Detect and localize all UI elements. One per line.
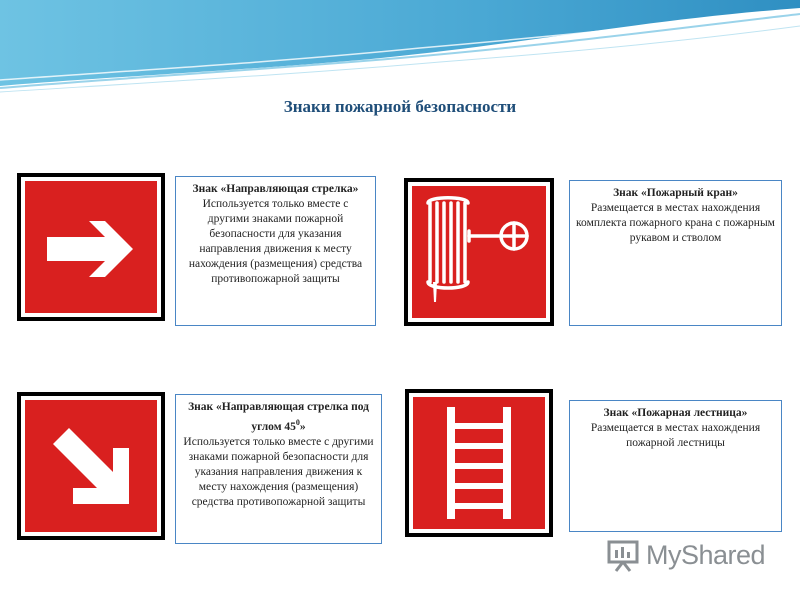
arrow-right-sign	[17, 173, 165, 321]
sign-body: Размещается в местах нахождения комплекта пожарного крана с пожарным рукавом и стволом	[576, 202, 775, 244]
sign-body: Используется только вместе с другими знаками пожарной безопасности для указания направления движения к месту нахождения (размещения) средства противопожарной защиты	[183, 435, 374, 508]
arrow-down-right-icon	[17, 392, 165, 540]
ladder-sign	[405, 389, 553, 537]
sign-heading: Знак «Пожарная лестница»	[603, 407, 748, 419]
sign-description-arrow-diagonal	[175, 394, 382, 544]
sign-description-ladder	[569, 400, 782, 532]
sign-heading: Знак «Направляющая стрелка»	[192, 183, 359, 195]
sign-heading: Знак «Направляющая стрелка под углом $45^0$»	[188, 401, 369, 433]
fire-hose-sign	[404, 178, 554, 326]
arrow-diagonal-sign	[17, 392, 165, 540]
sign-body: Используется только вместе с другими знаками пожарной безопасности для указания направления движения к месту нахождения (размещения) средства противопожарной защиты	[188, 198, 363, 285]
header-wave-decoration	[0, 0, 800, 95]
sign-body: Размещается в местах нахождения пожарной лестницы	[590, 422, 761, 449]
page-title: Знаки пожарной безопасности	[283, 97, 517, 116]
sign-heading: Знак «Пожарный кран»	[613, 187, 738, 199]
ladder-icon	[405, 389, 553, 537]
fire-hose-icon	[404, 178, 554, 326]
sign-description-arrow-right	[175, 176, 376, 326]
myshared-logo-icon	[606, 539, 640, 573]
watermark-text: MyShared	[646, 540, 766, 570]
sign-description-fire-hose	[569, 180, 782, 326]
myshared-watermark	[606, 536, 766, 576]
arrow-right-icon	[17, 173, 165, 321]
